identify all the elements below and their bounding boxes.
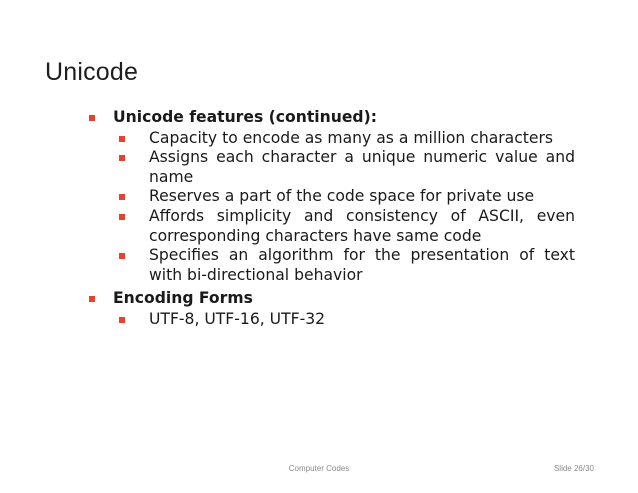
sub-bullet-utf-forms — [149, 310, 575, 330]
sub-bullet-reserves — [149, 187, 575, 207]
bullet-encoding-forms — [113, 289, 575, 309]
sub-bullet-assigns — [149, 148, 575, 187]
sub-bullet-specifies — [149, 246, 575, 285]
sub-bullet-text: Reserves a part of the code space for private use — [149, 187, 535, 206]
sub-bullet-text: Capacity to encode as many as a million characters — [149, 128, 554, 147]
footer-title: Computer Codes — [288, 464, 350, 473]
sub-bullet-affords — [149, 207, 575, 246]
slide-number: Slide 26/30 — [553, 464, 594, 473]
bullet-unicode-features — [113, 108, 575, 128]
square-bullet-icon — [89, 289, 95, 309]
sub-bullet-text: UTF-8, UTF-16, UTF-32 — [149, 309, 326, 328]
square-bullet-icon — [119, 207, 125, 227]
sub-bullet-text: Assigns each character a unique numeric value and name — [149, 148, 575, 186]
sub-bullet-text: Specifies an algorithm for the presentation of text with bi-directional behavior — [149, 246, 575, 284]
square-bullet-icon — [119, 187, 125, 207]
square-bullet-icon — [119, 310, 125, 330]
bullet-heading: Unicode features (continued): — [113, 108, 377, 126]
square-bullet-icon — [119, 148, 125, 168]
sub-bullet-text: Affords simplicity and consistency of ASCII, even corresponding characters have same code — [149, 206, 575, 245]
square-bullet-icon — [89, 108, 95, 128]
sub-bullet-capacity — [149, 129, 575, 149]
square-bullet-icon — [119, 129, 125, 149]
slide-content — [0, 108, 638, 330]
bullet-heading: Encoding Forms — [113, 289, 253, 308]
slide-title: Unicode — [45, 58, 139, 86]
square-bullet-icon — [119, 246, 125, 266]
